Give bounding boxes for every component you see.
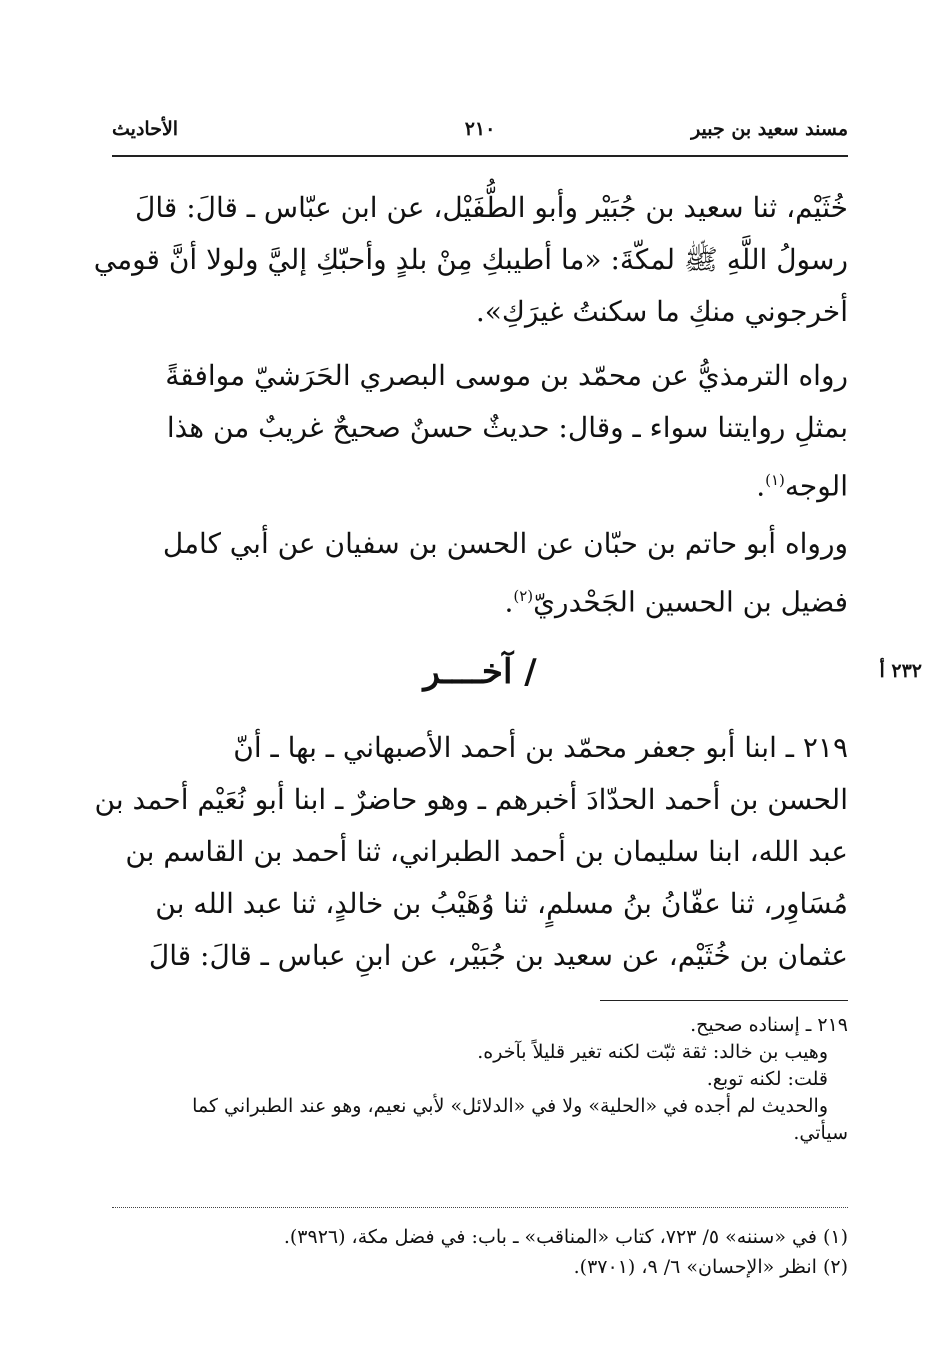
commentary-line: والحديث لم أجده في «الحلية» ولا في «الدلائل» لأبي نعيم، وهو عند الطبراني كما: [192, 1095, 828, 1117]
footnotes: [112, 1222, 848, 1282]
paragraph-tirmidhi: [112, 350, 848, 506]
text-line: ورواه أبو حاتم بن حبّان عن الحسن بن سفيان عن أبي كامل: [162, 527, 848, 560]
text-line: الحسن بن أحمد الحدّادَ أخبرهم ـ وهو حاضرٌ ـ ابنا أبو نُعَيْم أحمد بن: [94, 783, 848, 816]
footnote: (٢) انظر «الإحسان» ٦/ ٩، (٣٧٠١).: [573, 1256, 848, 1278]
text-fragment: فضيل بن الحسين الجَحْدريّ: [533, 585, 848, 619]
hadith-219: [94, 722, 848, 982]
commentary: [112, 1012, 848, 1147]
text-line: فضيل بن الحسين الجَحْدريّ$^{(٢)}$.: [504, 585, 848, 619]
text-line: بمثلِ روايتنا سواء ـ وقال: حديثٌ حسنٌ صحيحٌ غريبٌ من هذا: [166, 411, 848, 444]
text-line: عثمان بن خُثَيْم، عن سعيد بن جُبَيْر، عن ابنِ عباس ـ قالَ: قالَ: [148, 939, 848, 972]
text-line: رسولُ اللَّهِ ﷺ لمكّةَ: «ما أطيبكِ مِنْ بلدٍ وأحبّكِ إليَّ ولولا أنَّ قومي: [93, 243, 848, 276]
book-title: مسند سعيد بن جبير: [691, 118, 848, 140]
footnote: (١) في «سننه» ٥/ ٧٢٣، كتاب «المناقب» ـ باب: في فضل مكة، (٣٩٢٦).: [283, 1226, 848, 1248]
running-header: [112, 118, 848, 152]
text-line: خُثَيْم، ثنا سعيد بن جُبَيْر وأبو الطُّفَيْل، عن ابن عبّاس ـ قالَ: قالَ: [135, 191, 848, 224]
paragraph-ibn-hibban: [112, 518, 848, 622]
manuscript-folio-note: ٢٣٢ أ: [879, 660, 922, 682]
commentary-rule: [600, 1000, 848, 1001]
commentary-line: وهيب بن خالد: ثقة ثبّت لكنه تغير قليلاً بآخره.: [477, 1041, 828, 1063]
text-line: عبد الله، ابنا سليمان بن أحمد الطبراني، ثنا أحمد بن القاسم بن: [125, 835, 848, 868]
commentary-line: ٢١٩ ـ إسناده صحيح.: [690, 1014, 848, 1036]
text-line: أخرجوني منكِ ما سكنتُ غيرَكِ».: [475, 295, 848, 328]
commentary-line: قلت: لكنه توبع.: [706, 1068, 828, 1090]
text-line: مُسَاوِر، ثنا عفّانُ بنُ مسلمٍ، ثنا وُهَيْبُ بن خالدٍ، ثنا عبد الله بن: [155, 887, 848, 920]
paragraph-hadith-text: [93, 182, 848, 338]
footnote-separator: [112, 1207, 848, 1208]
page-number: ٢١٠: [464, 118, 496, 140]
footnote-ref: (٢): [513, 587, 534, 605]
text-line: ٢١٩ ـ ابنا أبو جعفر محمّد بن أحمد الأصبهاني ـ بها ـ أنّ: [233, 731, 848, 764]
commentary-line: سيأتي.: [793, 1122, 848, 1144]
section-heading: / آخــــر: [423, 652, 537, 692]
text-line: الوجه$^{(١)}$.: [756, 469, 848, 503]
header-rule: [112, 155, 848, 157]
footnote-ref: (١): [765, 471, 785, 489]
text-line: رواه الترمذيُّ عن محمّد بن موسى البصري الحَرَشيّ موافقةً: [165, 359, 848, 392]
text-fragment: الوجه: [784, 469, 848, 503]
section-title: الأحاديث: [112, 118, 179, 140]
